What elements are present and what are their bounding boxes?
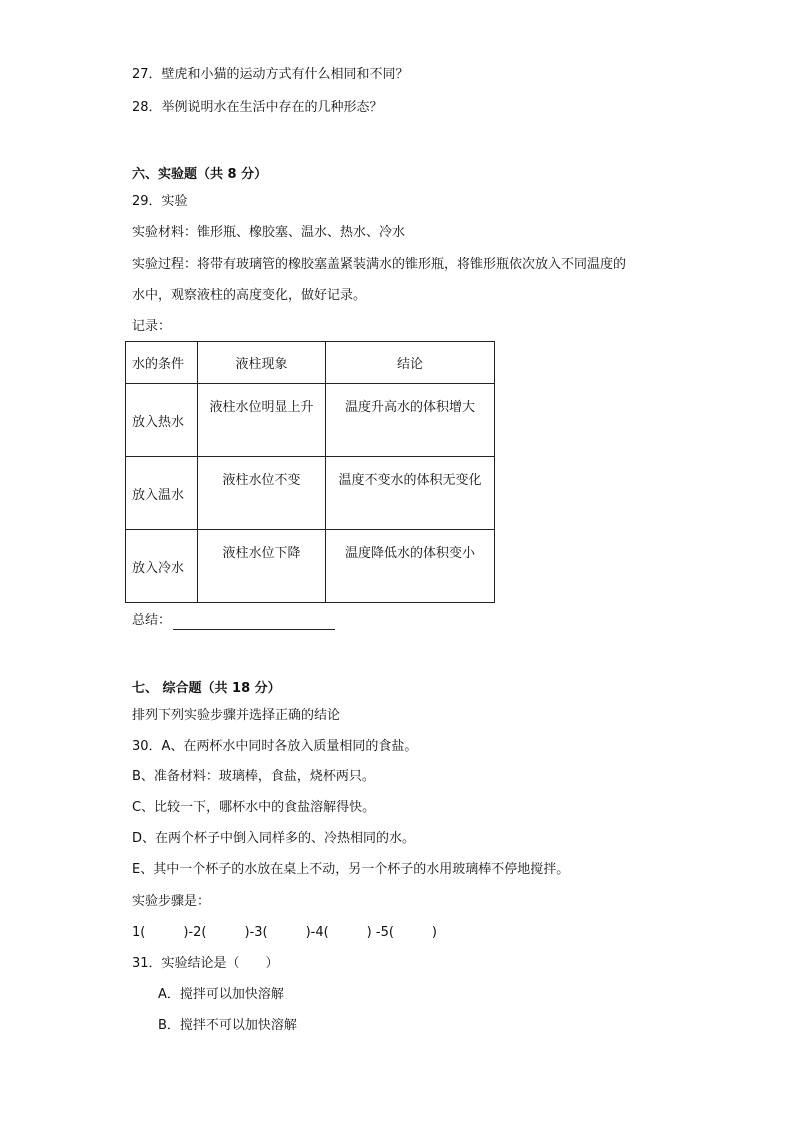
summary-label: 总结： xyxy=(132,613,172,628)
experiment-materials: 实验材料：锥形瓶、橡胶塞、温水、热水、冷水 xyxy=(132,225,406,240)
table-header-cell: 液柱现象 xyxy=(198,342,326,384)
summary-blank[interactable] xyxy=(173,615,335,630)
section-6-title: 六、实验题（共 8 分） xyxy=(132,167,268,182)
table-row xyxy=(126,530,495,603)
record-label: 记录： xyxy=(132,319,172,334)
step-b: B、准备材料：玻璃棒，食盐，烧杯两只。 xyxy=(132,769,375,784)
step-slot-3: )-3( xyxy=(244,925,268,940)
step-slot-4: )-4( xyxy=(305,925,329,940)
summary-line xyxy=(132,612,335,630)
experiment-process-line-1: 实验过程：将带有玻璃管的橡胶塞盖紧装满水的锥形瓶，将锥形瓶依次放入不同温度的 xyxy=(132,257,627,272)
table-cell: 放入热水 xyxy=(126,384,198,457)
step-a: 30．A、在两杯水中同时各放入质量相同的食盐。 xyxy=(132,739,418,754)
steps-label: 实验步骤是： xyxy=(132,894,211,909)
table-cell: 液柱水位明显上升 xyxy=(198,384,326,457)
option-a[interactable]: A．搅拌可以加快溶解 xyxy=(158,987,284,1002)
table-cell: 放入温水 xyxy=(126,457,198,530)
steps-sequence xyxy=(132,924,437,942)
table-cell: 温度降低水的体积变小 xyxy=(326,530,495,603)
section-7-intro: 排列下列实验步骤并选择正确的结论 xyxy=(132,708,341,723)
table-row xyxy=(126,457,495,530)
table-cell: 温度不变水的体积无变化 xyxy=(326,457,495,530)
step-slot-end: ) xyxy=(431,925,437,940)
table-header-cell: 水的条件 xyxy=(126,342,198,384)
experiment-process-line-2: 水中，观察液柱的高度变化，做好记录。 xyxy=(132,288,367,303)
step-slot-1: 1( xyxy=(132,925,146,940)
table-cell: 温度升高水的体积增大 xyxy=(326,384,495,457)
table-header-cell: 结论 xyxy=(326,342,495,384)
table-row xyxy=(126,384,495,457)
step-slot-2: )-2( xyxy=(183,925,207,940)
option-b[interactable]: B．搅拌不可以加快溶解 xyxy=(158,1018,297,1033)
step-c: C、比较一下，哪杯水中的食盐溶解得快。 xyxy=(132,800,376,815)
question-29-label: 29．实验 xyxy=(132,194,188,209)
record-table xyxy=(125,341,495,603)
table-cell: 液柱水位下降 xyxy=(198,530,326,603)
section-7-title: 七、 综合题（共 18 分） xyxy=(132,681,281,696)
step-slot-5: ) -5( xyxy=(366,925,394,940)
table-cell: 放入冷水 xyxy=(126,530,198,603)
question-27: 27．壁虎和小猫的运动方式有什么相同和不同？ xyxy=(132,67,409,82)
question-28: 28．举例说明水在生活中存在的几种形态？ xyxy=(132,100,383,115)
step-e: E、其中一个杯子的水放在桌上不动，另一个杯子的水用玻璃棒不停地搅拌。 xyxy=(132,862,570,877)
table-cell: 液柱水位不变 xyxy=(198,457,326,530)
question-31: 31．实验结论是（ ） xyxy=(132,956,279,971)
step-d: D、在两个杯子中倒入同样多的、冷热相同的水。 xyxy=(132,831,416,846)
table-header-row xyxy=(126,342,495,384)
